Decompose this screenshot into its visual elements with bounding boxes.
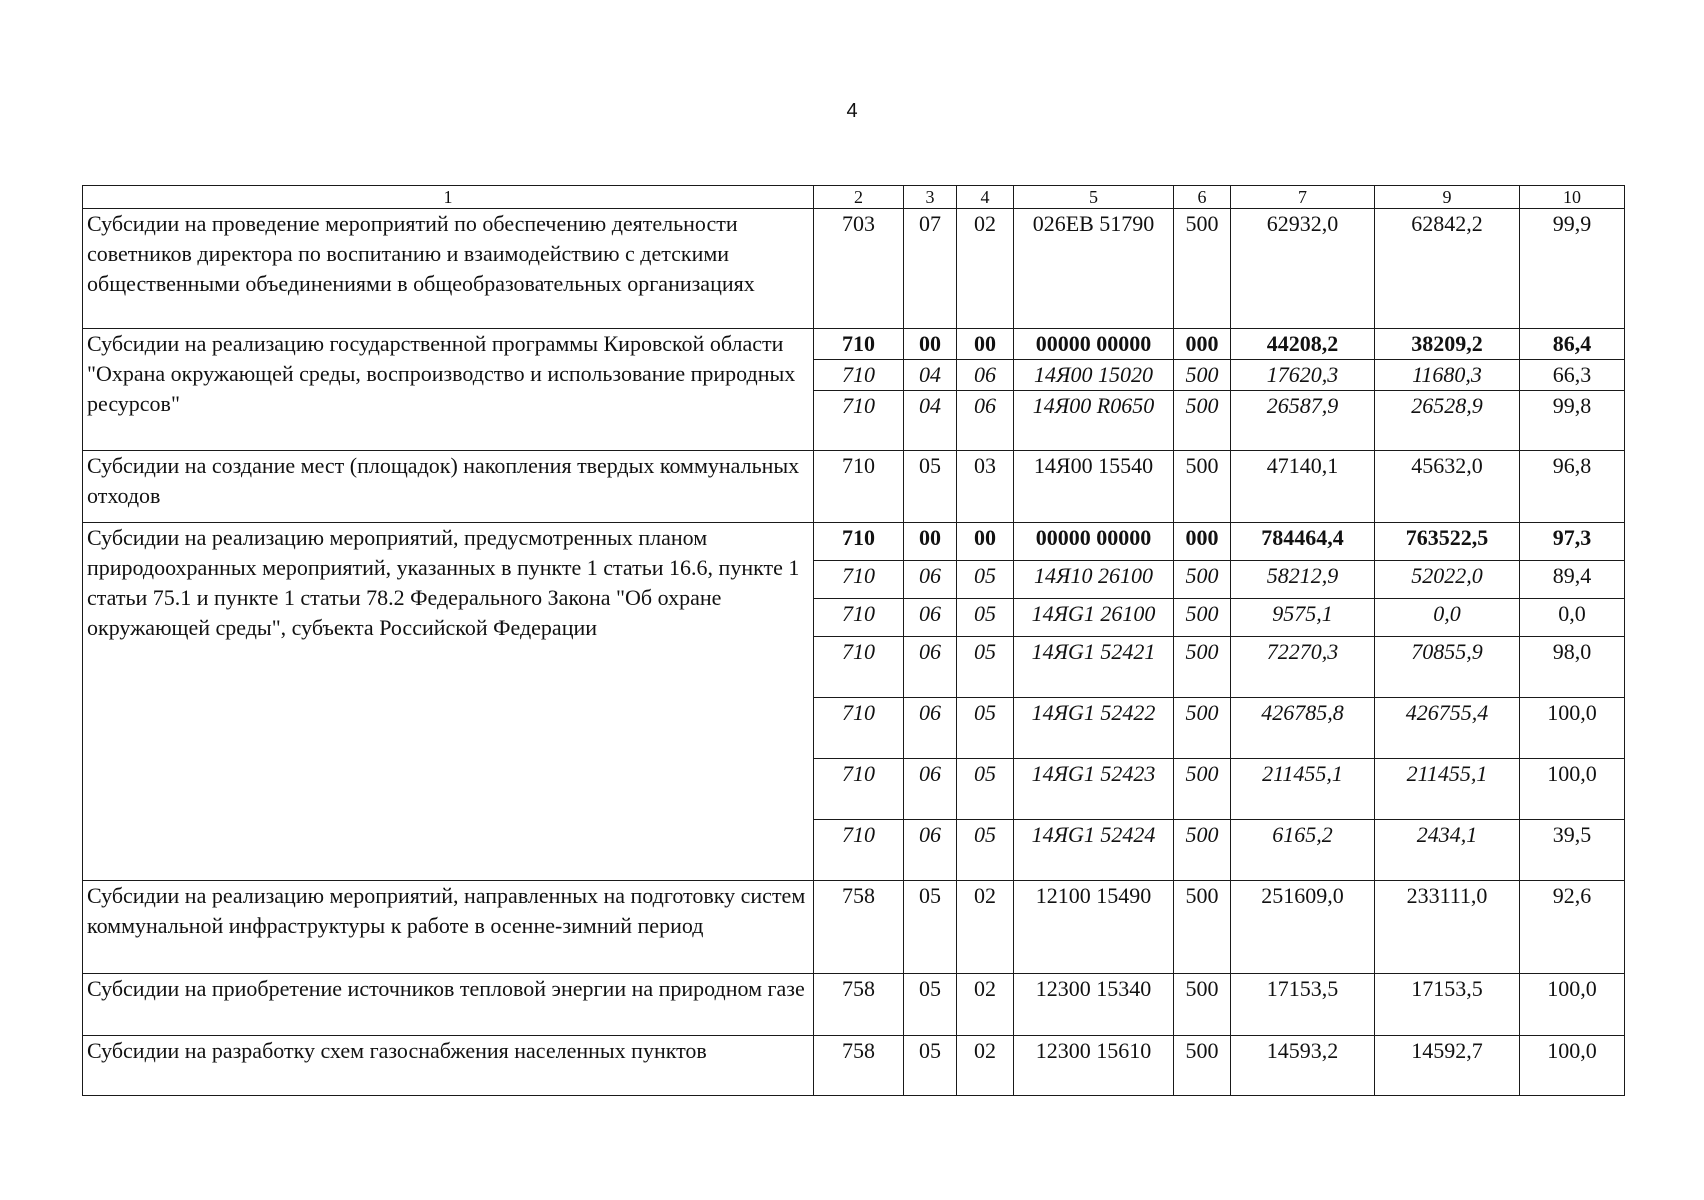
table-row bbox=[83, 329, 1625, 360]
table-cell: 426785,8 bbox=[1231, 698, 1375, 759]
table-cell: 710 bbox=[814, 698, 904, 759]
budget-table bbox=[82, 185, 1625, 1096]
table-cell: 00000 00000 bbox=[1014, 329, 1174, 360]
column-header: 5 bbox=[1014, 186, 1174, 209]
table-cell: 98,0 bbox=[1520, 637, 1625, 698]
table-cell: 500 bbox=[1174, 759, 1231, 820]
column-header: 2 bbox=[814, 186, 904, 209]
column-header: 7 bbox=[1231, 186, 1375, 209]
table-cell: 17153,5 bbox=[1231, 974, 1375, 1036]
table-cell: 05 bbox=[904, 1036, 957, 1096]
table-cell: 62932,0 bbox=[1231, 209, 1375, 329]
table-cell: 06 bbox=[957, 391, 1014, 451]
table-cell: 05 bbox=[957, 759, 1014, 820]
table-cell: 710 bbox=[814, 599, 904, 637]
table-cell: 02 bbox=[957, 974, 1014, 1036]
table-cell: 14Я00 15020 bbox=[1014, 360, 1174, 391]
table-cell: 2434,1 bbox=[1375, 820, 1520, 881]
table-cell: 06 bbox=[904, 820, 957, 881]
table-cell: 05 bbox=[904, 881, 957, 974]
subsidy-name-cell: Субсидии на проведение мероприятий по обеспечению деятельности советников директора по воспитанию и взаимодействию с детскими общественными объединениями в общеобразовательных организациях bbox=[83, 209, 814, 329]
subsidy-name-cell: Субсидии на разработку схем газоснабжения населенных пунктов bbox=[83, 1036, 814, 1096]
table-cell: 758 bbox=[814, 1036, 904, 1096]
subsidy-name-cell: Субсидии на создание мест (площадок) накопления твердых коммунальных отходов bbox=[83, 451, 814, 523]
table-cell: 07 bbox=[904, 209, 957, 329]
table-cell: 17620,3 bbox=[1231, 360, 1375, 391]
table-cell: 500 bbox=[1174, 599, 1231, 637]
table-cell: 06 bbox=[904, 599, 957, 637]
header-row bbox=[83, 186, 1625, 209]
table-cell: 00 bbox=[957, 523, 1014, 561]
table-cell: 758 bbox=[814, 881, 904, 974]
subsidy-name-cell: Субсидии на приобретение источников тепловой энергии на природном газе bbox=[83, 974, 814, 1036]
table-cell: 710 bbox=[814, 451, 904, 523]
table-cell: 500 bbox=[1174, 360, 1231, 391]
table-cell: 52022,0 bbox=[1375, 561, 1520, 599]
table-cell: 00 bbox=[957, 329, 1014, 360]
table-row bbox=[83, 974, 1625, 1036]
table-cell: 500 bbox=[1174, 820, 1231, 881]
table-cell: 500 bbox=[1174, 561, 1231, 599]
table-cell: 710 bbox=[814, 329, 904, 360]
table-cell: 66,3 bbox=[1520, 360, 1625, 391]
table-cell: 100,0 bbox=[1520, 759, 1625, 820]
table-body bbox=[83, 209, 1625, 1096]
table-cell: 500 bbox=[1174, 1036, 1231, 1096]
table-cell: 06 bbox=[904, 759, 957, 820]
table-cell: 14Я10 26100 bbox=[1014, 561, 1174, 599]
column-header: 10 bbox=[1520, 186, 1625, 209]
table-cell: 710 bbox=[814, 820, 904, 881]
table-cell: 12300 15340 bbox=[1014, 974, 1174, 1036]
table-cell: 26528,9 bbox=[1375, 391, 1520, 451]
table-cell: 02 bbox=[957, 209, 1014, 329]
table-cell: 703 bbox=[814, 209, 904, 329]
table-cell: 100,0 bbox=[1520, 974, 1625, 1036]
table-cell: 14Я00 15540 bbox=[1014, 451, 1174, 523]
table-cell: 710 bbox=[814, 561, 904, 599]
table-cell: 12300 15610 bbox=[1014, 1036, 1174, 1096]
table-cell: 710 bbox=[814, 360, 904, 391]
table-cell: 000 bbox=[1174, 523, 1231, 561]
table-cell: 100,0 bbox=[1520, 698, 1625, 759]
table-cell: 39,5 bbox=[1520, 820, 1625, 881]
table-cell: 05 bbox=[904, 974, 957, 1036]
table-cell: 05 bbox=[957, 637, 1014, 698]
table-cell: 00 bbox=[904, 523, 957, 561]
table-cell: 710 bbox=[814, 759, 904, 820]
table-cell: 72270,3 bbox=[1231, 637, 1375, 698]
table-cell: 06 bbox=[957, 360, 1014, 391]
table-row bbox=[83, 209, 1625, 329]
table-cell: 47140,1 bbox=[1231, 451, 1375, 523]
table-cell: 100,0 bbox=[1520, 1036, 1625, 1096]
table-cell: 05 bbox=[957, 820, 1014, 881]
table-cell: 14593,2 bbox=[1231, 1036, 1375, 1096]
table-cell: 03 bbox=[957, 451, 1014, 523]
table-cell: 05 bbox=[957, 561, 1014, 599]
table-cell: 38209,2 bbox=[1375, 329, 1520, 360]
table-cell: 000 bbox=[1174, 329, 1231, 360]
table-cell: 500 bbox=[1174, 451, 1231, 523]
column-header: 4 bbox=[957, 186, 1014, 209]
table-cell: 14592,7 bbox=[1375, 1036, 1520, 1096]
column-header: 3 bbox=[904, 186, 957, 209]
table-cell: 9575,1 bbox=[1231, 599, 1375, 637]
table-cell: 05 bbox=[904, 451, 957, 523]
table-cell: 14ЯG1 26100 bbox=[1014, 599, 1174, 637]
table-cell: 26587,9 bbox=[1231, 391, 1375, 451]
column-header: 1 bbox=[83, 186, 814, 209]
subsidy-name-cell: Субсидии на реализацию государственной программы Кировской области "Охрана окружающей среды, воспроизводство и использование природных ресурсов" bbox=[83, 329, 814, 451]
table-cell: 14ЯG1 52421 bbox=[1014, 637, 1174, 698]
table-cell: 0,0 bbox=[1520, 599, 1625, 637]
column-header: 6 bbox=[1174, 186, 1231, 209]
table-cell: 04 bbox=[904, 391, 957, 451]
table-cell: 92,6 bbox=[1520, 881, 1625, 974]
table-cell: 426755,4 bbox=[1375, 698, 1520, 759]
table-cell: 14ЯG1 52422 bbox=[1014, 698, 1174, 759]
table-cell: 500 bbox=[1174, 974, 1231, 1036]
table-cell: 89,4 bbox=[1520, 561, 1625, 599]
table-cell: 99,8 bbox=[1520, 391, 1625, 451]
table-cell: 00000 00000 bbox=[1014, 523, 1174, 561]
table-cell: 12100 15490 bbox=[1014, 881, 1174, 974]
table-cell: 06 bbox=[904, 698, 957, 759]
table-row bbox=[83, 523, 1625, 561]
table-cell: 500 bbox=[1174, 637, 1231, 698]
table-cell: 44208,2 bbox=[1231, 329, 1375, 360]
table-cell: 11680,3 bbox=[1375, 360, 1520, 391]
table-cell: 14ЯG1 52424 bbox=[1014, 820, 1174, 881]
table-cell: 710 bbox=[814, 637, 904, 698]
table-cell: 0,0 bbox=[1375, 599, 1520, 637]
table-row bbox=[83, 451, 1625, 523]
table-cell: 00 bbox=[904, 329, 957, 360]
table-cell: 17153,5 bbox=[1375, 974, 1520, 1036]
table-cell: 500 bbox=[1174, 698, 1231, 759]
table-cell: 86,4 bbox=[1520, 329, 1625, 360]
table-row bbox=[83, 1036, 1625, 1096]
table-cell: 06 bbox=[904, 561, 957, 599]
page-number: 4 bbox=[846, 100, 858, 122]
table-cell: 758 bbox=[814, 974, 904, 1036]
table-cell: 58212,9 bbox=[1231, 561, 1375, 599]
table-cell: 026ЕВ 51790 bbox=[1014, 209, 1174, 329]
table-cell: 500 bbox=[1174, 881, 1231, 974]
table-cell: 06 bbox=[904, 637, 957, 698]
table-cell: 02 bbox=[957, 1036, 1014, 1096]
table-cell: 763522,5 bbox=[1375, 523, 1520, 561]
table-cell: 211455,1 bbox=[1375, 759, 1520, 820]
table-cell: 45632,0 bbox=[1375, 451, 1520, 523]
table-cell: 784464,4 bbox=[1231, 523, 1375, 561]
table-cell: 05 bbox=[957, 698, 1014, 759]
table-cell: 14Я00 R0650 bbox=[1014, 391, 1174, 451]
column-header: 9 bbox=[1375, 186, 1520, 209]
table-row bbox=[83, 881, 1625, 974]
table-cell: 251609,0 bbox=[1231, 881, 1375, 974]
table-cell: 62842,2 bbox=[1375, 209, 1520, 329]
subsidy-name-cell: Субсидии на реализацию мероприятий, направленных на подготовку систем коммунальной инфраструктуры к работе в осенне-зимний период bbox=[83, 881, 814, 974]
table-cell: 710 bbox=[814, 523, 904, 561]
table-cell: 500 bbox=[1174, 209, 1231, 329]
table-cell: 04 bbox=[904, 360, 957, 391]
table-cell: 99,9 bbox=[1520, 209, 1625, 329]
table-cell: 14ЯG1 52423 bbox=[1014, 759, 1174, 820]
table-cell: 02 bbox=[957, 881, 1014, 974]
table-cell: 05 bbox=[957, 599, 1014, 637]
table-cell: 500 bbox=[1174, 391, 1231, 451]
table-cell: 70855,9 bbox=[1375, 637, 1520, 698]
table-cell: 710 bbox=[814, 391, 904, 451]
table-cell: 6165,2 bbox=[1231, 820, 1375, 881]
subsidy-name-cell: Субсидии на реализацию мероприятий, предусмотренных планом природоохранных мероприятий, указанных в пункте 1 статьи 16.6, пункте 1 статьи 75.1 и пункте 1 статьи 78.2 Федерального Закона "Об охране окружающей среды", субъекта Российской Федерации bbox=[83, 523, 814, 881]
table-cell: 233111,0 bbox=[1375, 881, 1520, 974]
table-cell: 96,8 bbox=[1520, 451, 1625, 523]
table-cell: 211455,1 bbox=[1231, 759, 1375, 820]
table-cell: 97,3 bbox=[1520, 523, 1625, 561]
